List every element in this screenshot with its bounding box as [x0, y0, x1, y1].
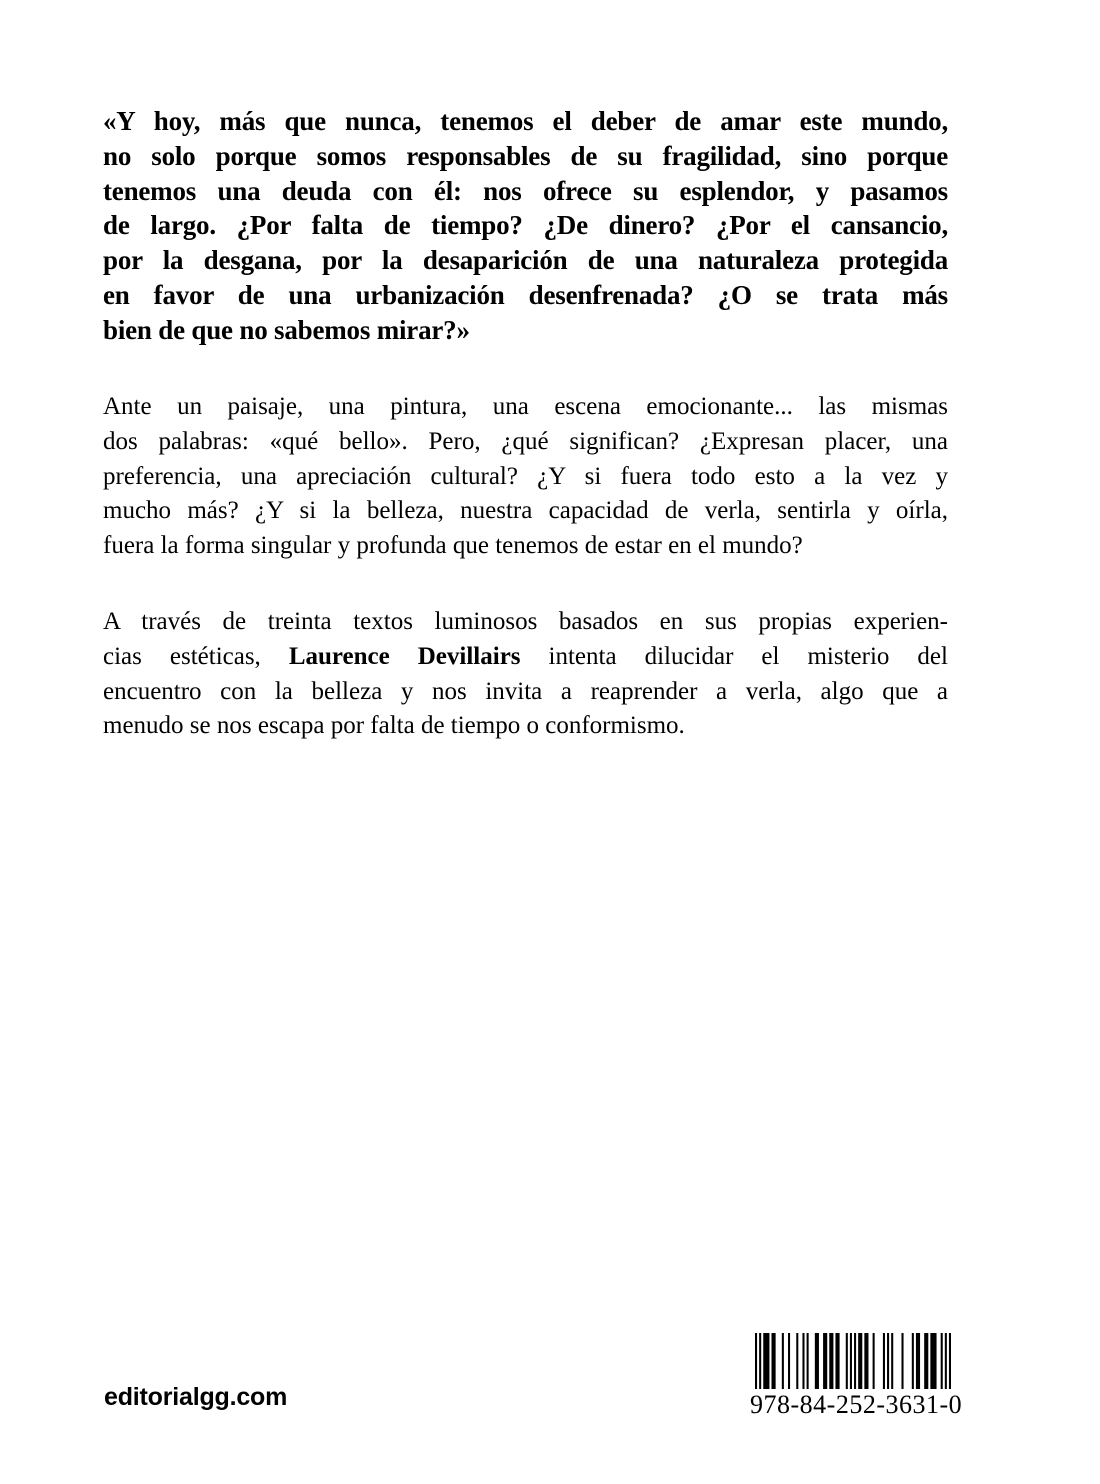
barcode-block	[750, 1333, 963, 1419]
description-line: fuera la forma singular y profunda que tenemos de estar en el mundo?	[103, 532, 803, 560]
author-name: Laurence Devillairs	[288, 642, 521, 670]
author-line-pre: cias estéticas,	[103, 642, 289, 670]
quote-paragraph	[103, 104, 948, 348]
description-line: mucho más? ¿Y si la belleza, nuestra capacidad de verla, sentirla y oírla,	[103, 497, 948, 525]
quote-line: en favor de una urbanización desenfrenada? ¿O se trata más	[103, 279, 948, 310]
author-line-post: intenta dilucidar el misterio del	[520, 642, 948, 670]
description-paragraph	[103, 390, 948, 564]
quote-line: por la desgana, por la desaparición de una naturaleza protegida	[103, 245, 948, 276]
barcode-icon	[755, 1333, 951, 1389]
author-line: encuentro con la belleza y nos invita a reaprender a verla, algo que a	[103, 677, 948, 705]
description-line: dos palabras: «qué bello». Pero, ¿qué significan? ¿Expresan placer, una	[103, 427, 948, 455]
quote-line: bien de que no sabemos mirar?»	[103, 314, 470, 345]
isbn-number: 978-84-252-3631-0	[750, 1390, 963, 1419]
quote-line: tenemos una deuda con él: nos ofrece su esplendor, y pasamos	[103, 175, 948, 206]
author-line: A través de treinta textos luminosos basados en sus propias experien-	[103, 608, 948, 635]
author-line	[103, 640, 948, 675]
publisher-website: editorialgg.com	[104, 1383, 288, 1411]
author-line: menudo se nos escapa por falta de tiempo o conformismo.	[103, 712, 685, 740]
description-line: Ante un paisaje, una pintura, una escena emocionante... las mismas	[103, 393, 948, 420]
author-paragraph	[103, 605, 948, 744]
quote-line: de largo. ¿Por falta de tiempo? ¿De dinero? ¿Por el cansancio,	[103, 210, 948, 241]
quote-line: «Y hoy, más que nunca, tenemos el deber de amar este mundo,	[103, 106, 948, 136]
description-line: preferencia, una apreciación cultural? ¿Y si fuera todo esto a la vez y	[103, 462, 948, 490]
quote-line: no solo porque somos responsables de su fragilidad, sino porque	[103, 140, 948, 171]
